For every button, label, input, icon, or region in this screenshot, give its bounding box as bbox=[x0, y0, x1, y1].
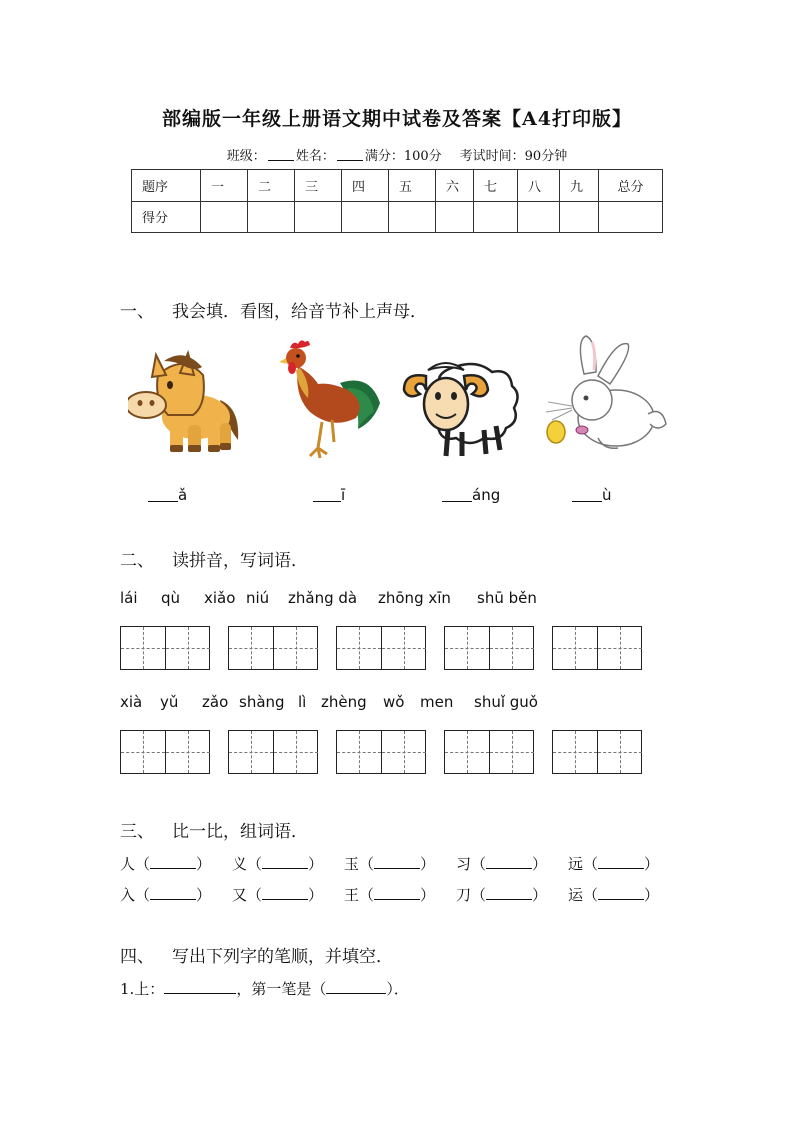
compare-char: 义 bbox=[232, 855, 248, 873]
compare-char: 又 bbox=[232, 886, 248, 904]
pinyin-word: yǔ bbox=[160, 693, 179, 711]
pinyin-word: xiǎo bbox=[204, 589, 236, 607]
exam-info bbox=[0, 145, 794, 164]
writing-grid[interactable] bbox=[336, 730, 426, 774]
score-cell[interactable] bbox=[474, 201, 518, 233]
pinyin-word: wǒ bbox=[383, 693, 405, 711]
score-cell[interactable] bbox=[560, 201, 599, 233]
score-cell[interactable] bbox=[295, 201, 342, 233]
writing-grid[interactable] bbox=[228, 730, 318, 774]
score-header-cell: 五 bbox=[389, 170, 436, 202]
pinyin-word: niú bbox=[246, 589, 270, 607]
stroke-order-blank[interactable] bbox=[164, 981, 236, 994]
section-1-number: 一、 bbox=[120, 302, 154, 322]
pinyin-word: lì bbox=[298, 693, 307, 711]
stroke-order-question bbox=[120, 978, 409, 999]
writing-grid[interactable] bbox=[552, 730, 642, 774]
final-label: ǎ bbox=[178, 486, 188, 504]
pinyin-word: men bbox=[420, 693, 454, 711]
word-blank[interactable] bbox=[486, 856, 532, 869]
score-cell[interactable] bbox=[248, 201, 295, 233]
rooster-image bbox=[278, 338, 386, 460]
compare-item: 王（ ） bbox=[344, 886, 436, 904]
section-3-number: 三、 bbox=[120, 822, 154, 842]
name-blank[interactable] bbox=[337, 148, 363, 161]
compare-char: 刀 bbox=[456, 886, 472, 904]
exam-time-label: 考试时间：90分钟 bbox=[459, 149, 568, 164]
writing-grid[interactable] bbox=[120, 626, 210, 670]
pinyin-blank-1 bbox=[148, 486, 187, 504]
pinyin-word: zǎo bbox=[202, 693, 229, 711]
score-header-cell: 一 bbox=[201, 170, 248, 202]
score-header-row bbox=[132, 170, 663, 202]
sheep-image bbox=[402, 346, 520, 464]
pinyin-word: shàng bbox=[239, 693, 285, 711]
section-1-heading bbox=[120, 297, 427, 322]
section-2-heading bbox=[120, 546, 308, 571]
question-prefix: 1.上： bbox=[120, 980, 165, 998]
pinyin-word: zhōng xīn bbox=[378, 589, 451, 607]
score-header-cell: 三 bbox=[295, 170, 342, 202]
word-blank[interactable] bbox=[262, 856, 308, 869]
compare-item: 运（ ） bbox=[568, 886, 660, 904]
rabbit-image bbox=[536, 334, 668, 456]
compare-char: 玉 bbox=[344, 855, 360, 873]
score-cell[interactable] bbox=[436, 201, 474, 233]
initial-blank[interactable] bbox=[442, 487, 472, 502]
compare-item: 习（ ） bbox=[456, 855, 548, 873]
writing-grid[interactable] bbox=[336, 626, 426, 670]
pinyin-word: qù bbox=[161, 589, 181, 607]
pinyin-blank-4 bbox=[572, 486, 612, 504]
initial-blank[interactable] bbox=[572, 487, 602, 502]
writing-grid[interactable] bbox=[444, 626, 534, 670]
score-header-cell: 九 bbox=[560, 170, 599, 202]
section-1-text: 我会填．看图，给音节补上声母． bbox=[172, 302, 427, 322]
score-header-cell: 题序 bbox=[132, 170, 201, 202]
word-blank[interactable] bbox=[598, 856, 644, 869]
compare-char: 人 bbox=[120, 855, 136, 873]
compare-item: 玉（ ） bbox=[344, 855, 436, 873]
score-header-cell: 总分 bbox=[599, 170, 663, 202]
horse-image bbox=[128, 345, 246, 457]
writing-grid[interactable] bbox=[120, 730, 210, 774]
pinyin-word: shū běn bbox=[477, 589, 537, 607]
compare-item: 入（ ） bbox=[120, 886, 212, 904]
pinyin-word: xià bbox=[120, 693, 143, 711]
final-label: ù bbox=[602, 486, 612, 504]
section-3-heading bbox=[120, 817, 308, 842]
class-label: 班级： bbox=[226, 149, 266, 164]
score-header-cell: 四 bbox=[342, 170, 389, 202]
word-blank[interactable] bbox=[374, 856, 420, 869]
compare-item: 义（ ） bbox=[232, 855, 324, 873]
compare-item: 人（ ） bbox=[120, 855, 212, 873]
score-cell[interactable] bbox=[342, 201, 389, 233]
compare-char: 习 bbox=[456, 855, 472, 873]
section-3-text: 比一比，组词语． bbox=[172, 822, 308, 842]
full-score-label: 满分：100分 bbox=[364, 149, 442, 164]
final-label: ī bbox=[341, 486, 346, 504]
word-blank[interactable] bbox=[262, 887, 308, 900]
score-header-cell: 六 bbox=[436, 170, 474, 202]
pinyin-word: lái bbox=[120, 589, 138, 607]
name-label: 姓名： bbox=[295, 149, 335, 164]
score-row bbox=[132, 201, 663, 233]
word-blank[interactable] bbox=[150, 856, 196, 869]
pinyin-word: zhèng bbox=[321, 693, 367, 711]
score-cell[interactable] bbox=[599, 201, 663, 233]
word-blank[interactable] bbox=[486, 887, 532, 900]
compare-char: 王 bbox=[344, 886, 360, 904]
score-header-cell: 二 bbox=[248, 170, 295, 202]
question-mid: ，第一笔是（ bbox=[236, 980, 327, 998]
class-blank[interactable] bbox=[268, 148, 294, 161]
first-stroke-blank[interactable] bbox=[326, 981, 386, 994]
compare-item: 又（ ） bbox=[232, 886, 324, 904]
score-cell[interactable] bbox=[389, 201, 436, 233]
compare-item: 远（ ） bbox=[568, 855, 660, 873]
writing-grid[interactable] bbox=[552, 626, 642, 670]
score-cell[interactable] bbox=[201, 201, 248, 233]
section-2-number: 二、 bbox=[120, 551, 154, 571]
initial-blank[interactable] bbox=[313, 487, 341, 502]
section-2-text: 读拼音，写词语． bbox=[172, 551, 308, 571]
writing-grid[interactable] bbox=[228, 626, 318, 670]
word-blank[interactable] bbox=[150, 887, 196, 900]
compare-item: 刀（ ） bbox=[456, 886, 548, 904]
score-header-cell: 八 bbox=[518, 170, 560, 202]
score-row-label: 得分 bbox=[132, 201, 201, 233]
pinyin-word: zhǎng dà bbox=[288, 589, 358, 607]
section-4-number: 四、 bbox=[120, 947, 154, 967]
final-label: áng bbox=[472, 486, 501, 504]
score-cell[interactable] bbox=[518, 201, 560, 233]
question-end: ）． bbox=[386, 980, 409, 998]
pinyin-word: shuǐ guǒ bbox=[474, 693, 538, 711]
page-title: 部编版一年级上册语文期中试卷及答案【A4打印版】 bbox=[162, 108, 632, 130]
writing-grid[interactable] bbox=[444, 730, 534, 774]
pinyin-blank-3 bbox=[442, 486, 500, 504]
word-blank[interactable] bbox=[374, 887, 420, 900]
initial-blank[interactable] bbox=[148, 487, 178, 502]
section-4-text: 写出下列字的笔顺，并填空． bbox=[172, 947, 393, 967]
score-header-cell: 七 bbox=[474, 170, 518, 202]
score-table bbox=[131, 169, 663, 233]
compare-char: 入 bbox=[120, 886, 136, 904]
compare-char: 运 bbox=[568, 886, 584, 904]
compare-char: 远 bbox=[568, 855, 584, 873]
section-4-heading bbox=[120, 942, 393, 967]
pinyin-blank-2 bbox=[313, 486, 345, 504]
word-blank[interactable] bbox=[598, 887, 644, 900]
